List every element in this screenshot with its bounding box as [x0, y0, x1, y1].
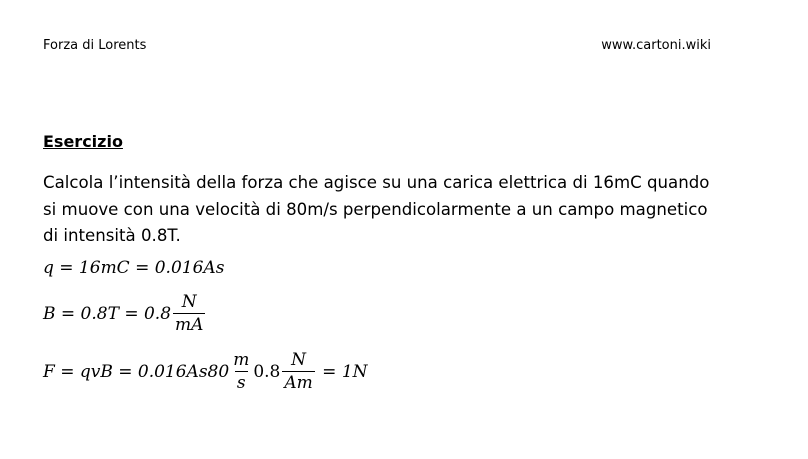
fraction-denominator: Am [284, 373, 313, 393]
formula-magnetic-field [43, 293, 207, 334]
section-title: Esercizio [43, 132, 123, 151]
fraction-newton-per-milliampere [173, 293, 205, 334]
fraction-numerator: N [291, 350, 306, 370]
fraction-newton-per-ampere-meter [282, 351, 314, 392]
problem-line: di intensità 0.8T. [43, 226, 181, 245]
formula-field-prefix: B = 0.8T = 0.8 [43, 303, 172, 324]
formula-charge-text: q = 16mC = 0.016As [43, 258, 225, 278]
formula-force [43, 351, 368, 392]
fraction-denominator: s [236, 373, 246, 393]
problem-line: Calcola l’intensità della forza che agisce su una carica elettrica di 16mC quando [43, 173, 710, 192]
formula-force-middle: 0.8 [253, 361, 281, 382]
fraction-numerator: m [233, 350, 250, 370]
formula-force-prefix: F = qvB = 0.016As80 [43, 361, 230, 382]
fraction-denominator: mA [175, 315, 204, 335]
fraction-numerator: N [181, 292, 197, 312]
fraction-meters-per-second [231, 351, 251, 392]
problem-line: si muove con una velocità di 80m/s perpendicolarmente a un campo magnetico [43, 199, 708, 219]
problem-statement [43, 170, 733, 250]
formula-force-result: = 1N [316, 361, 368, 382]
formula-charge [43, 258, 224, 278]
document-header-title: Forza di Lorents [43, 38, 147, 53]
document-header-website: www.cartoni.wiki [601, 38, 711, 53]
